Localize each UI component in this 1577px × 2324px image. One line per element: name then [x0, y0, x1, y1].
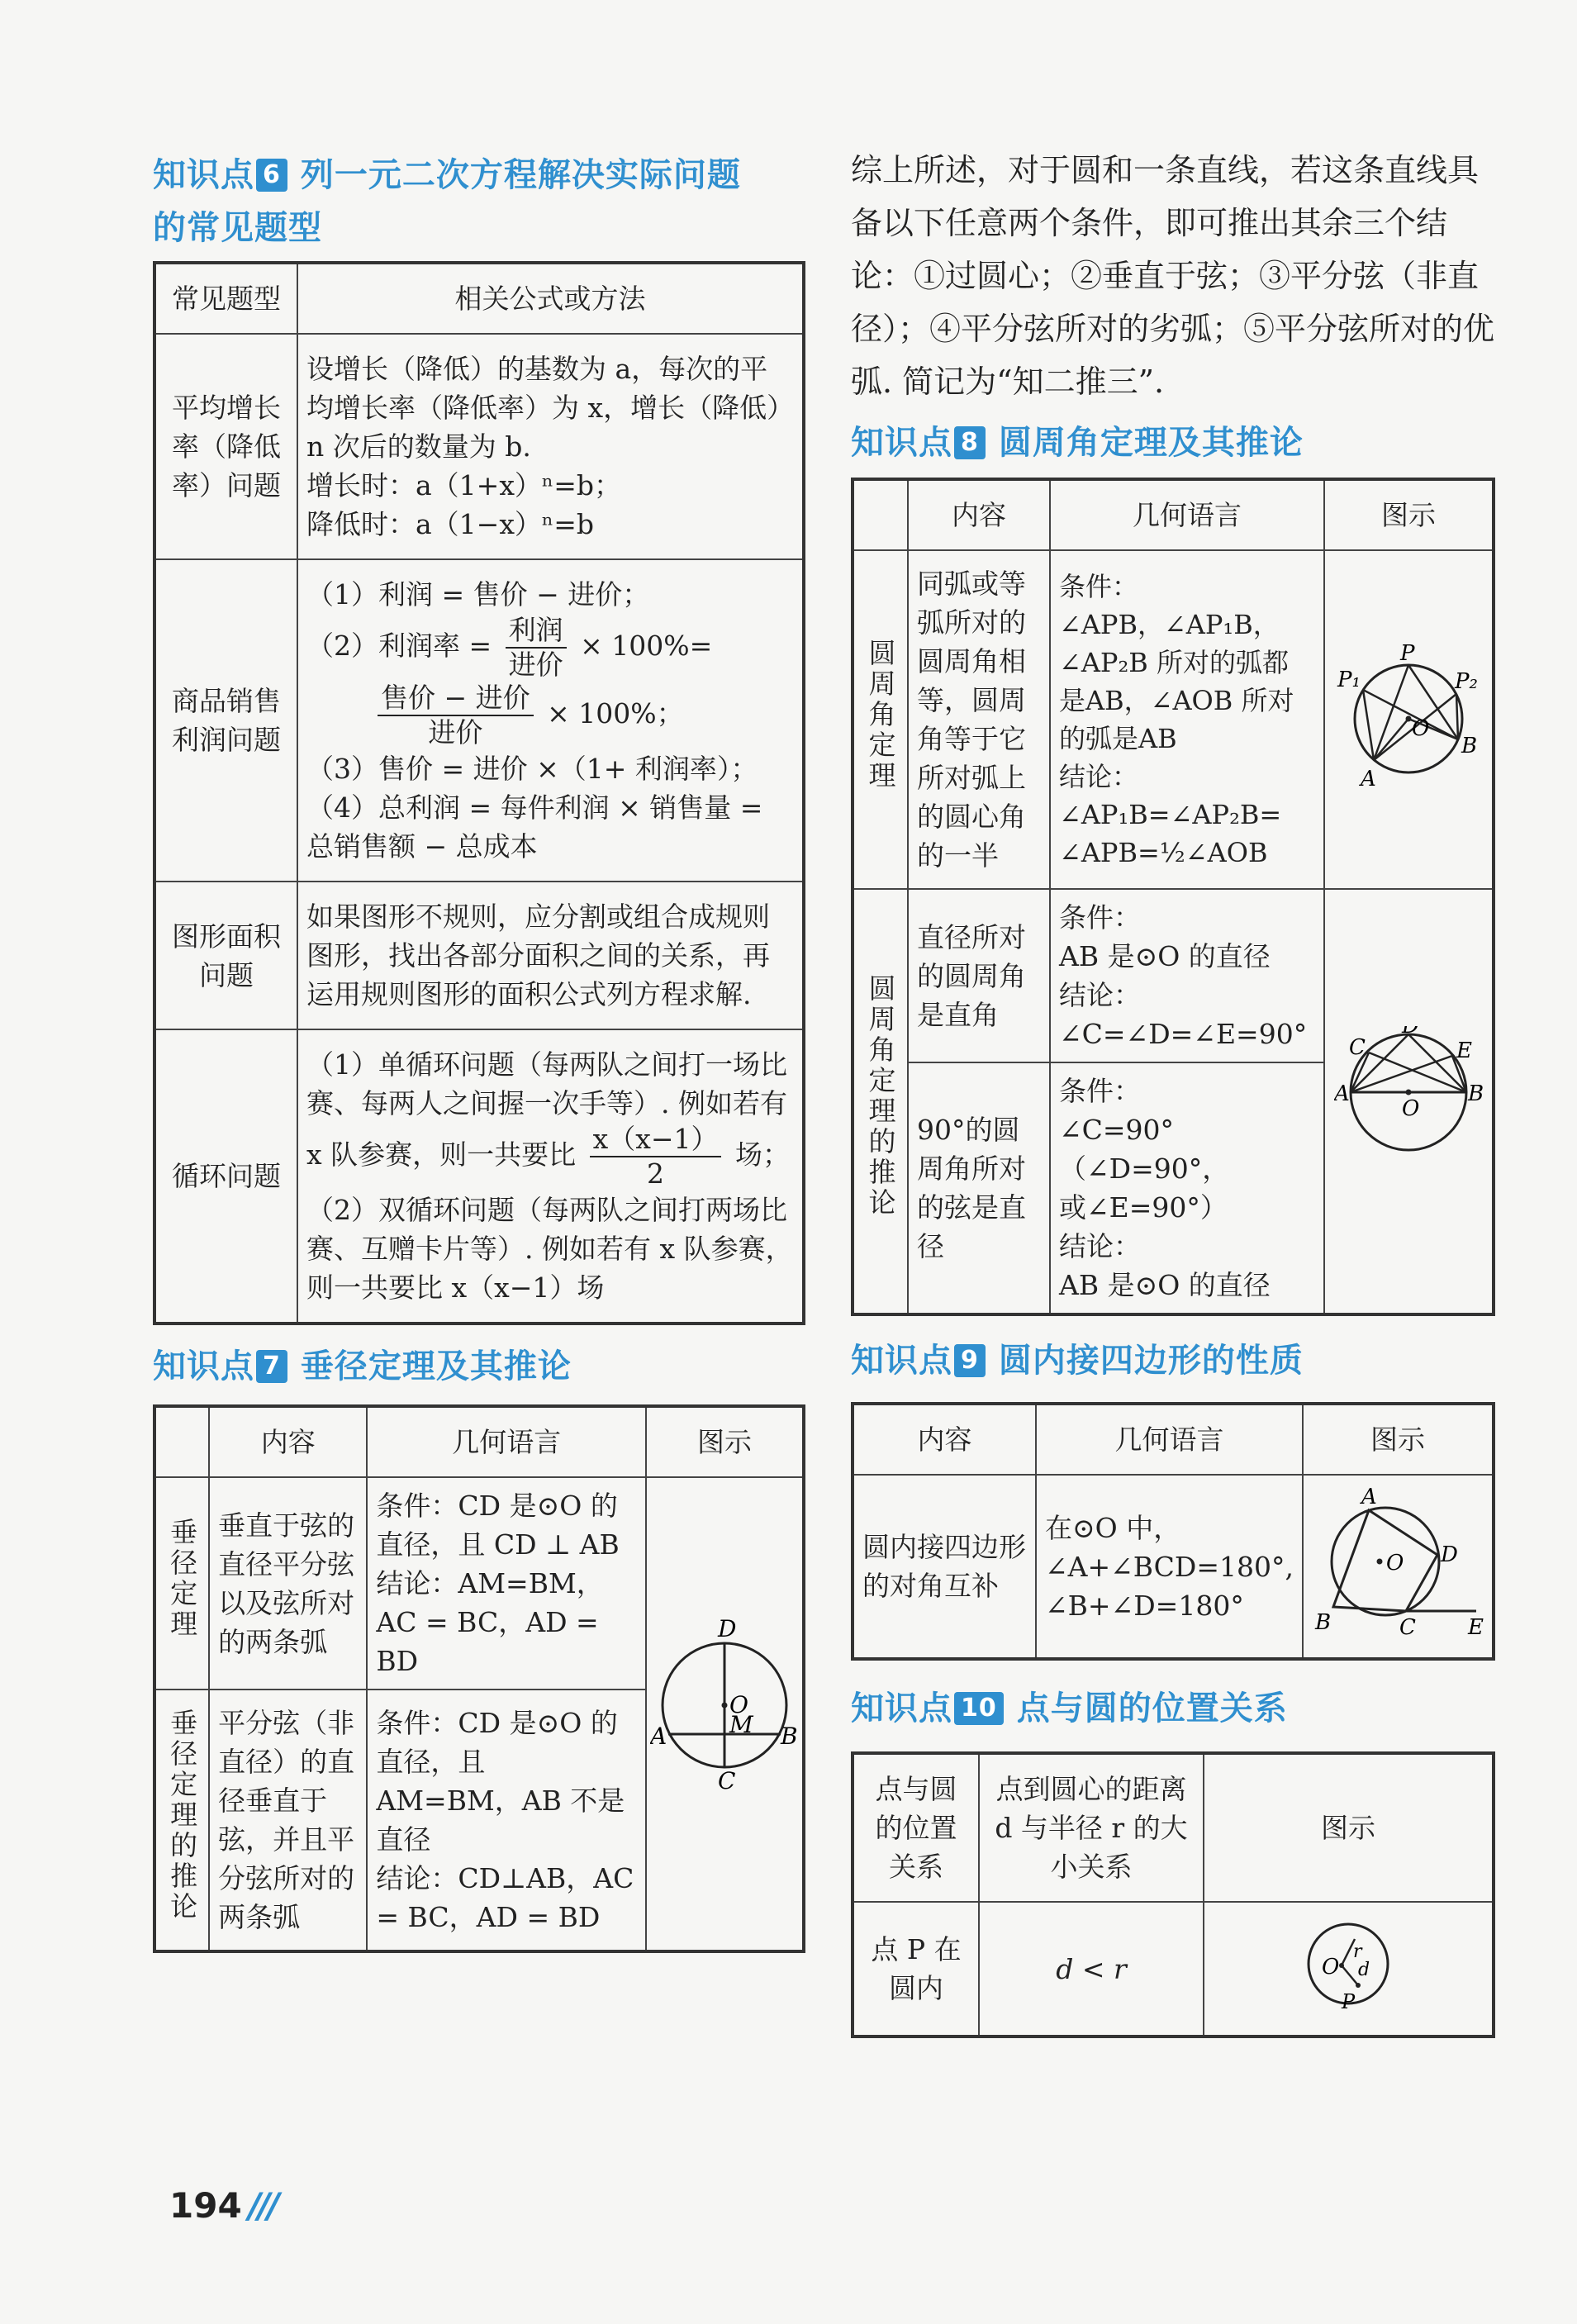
kp7-row2-geo-condition: 条件：CD 是⊙O 的直径，且 AM=BM，AB 不是直径 [376, 1707, 625, 1856]
kp8-row2-content-b: 90°的圆周角所对的弦是直径 [908, 1062, 1050, 1314]
label-o: O [1386, 1551, 1404, 1575]
label-b: B [1315, 1610, 1332, 1635]
page-number-text: 194 [169, 2185, 242, 2226]
label-e: E [1456, 1038, 1472, 1063]
kp6-row-area [154, 882, 804, 1029]
kp7-figure-cell [646, 1477, 804, 1951]
kp6-growth-line1: 设增长（降低）的基数为 a，每次的平均增长率（降低率）为 x，增长（降低）n 次后的数量为 b. [306, 353, 781, 463]
page-number [169, 2185, 277, 2226]
kp6-title-line1: 列一元二次方程解决实际问题 [300, 156, 741, 194]
profit-rate-fraction [506, 614, 567, 682]
loop-para1-text: （1）单循环问题（每两队之间打一场比赛、每两人之间握一次手等）. 例如若有 x 队参赛，则一共要比 [306, 1048, 787, 1171]
label-d: D [718, 1614, 737, 1642]
left-column [153, 149, 805, 1953]
kp7-header-blank [154, 1406, 209, 1477]
cyclic-quadrilateral-figure [1307, 1479, 1489, 1644]
kp8-row1-geo-l3: ∠AP₂B 所对的弧都 [1059, 647, 1289, 678]
kp7-number-badge: 7 [256, 1350, 287, 1383]
label-e: E [1468, 1615, 1484, 1640]
kp6-row-growth-type: 平均增长率（降低率）问题 [154, 334, 297, 559]
kp10-row-inside [853, 1902, 1494, 2036]
label-p: P [1342, 1990, 1356, 2013]
kp6-loop-para2: （2）双循环问题（每两队之间打两场比赛、互赠卡片等）. 例如若有 x 队参赛，则一共要比 x（x−1）场 [306, 1194, 793, 1304]
fraction-denominator: 2 [647, 1157, 665, 1190]
perpendicular-diameter-figure [650, 1602, 799, 1817]
kp9-content: 圆内接四边形的对角互补 [853, 1475, 1036, 1659]
kp8-figure-cell-2 [1324, 889, 1494, 1314]
kp8-heading [851, 416, 1495, 469]
kp8-row2-geo-a-l1: 条件： [1059, 901, 1141, 934]
label-c: C [1399, 1615, 1416, 1640]
kp7-row1-geo-conclusion: 结论：AM=BM，AC = BC，AD = BD [376, 1567, 604, 1677]
profit-rate-suffix-2: × 100%； [547, 697, 684, 730]
kp6-number-badge: 6 [256, 159, 287, 192]
kp6-profit-line3 [306, 682, 794, 749]
kp8-row1-geo-l8: ∠APB=½∠AOB [1059, 837, 1268, 868]
kp8-row2-geo-b [1050, 1062, 1324, 1314]
kp8-row1-name [853, 550, 908, 889]
kp6-growth-line2: 增长时：a（1+x）ⁿ=b； [306, 469, 621, 501]
kp9-figure-cell [1303, 1475, 1494, 1659]
fraction-numerator: 售价 − 进价 [378, 682, 534, 716]
kp7-row2-name [154, 1690, 209, 1951]
kp8-row-theorem [853, 550, 1494, 889]
kp6-growth-line3: 降低时：a（1−x）ⁿ=b [306, 508, 594, 540]
kp8-figure-cell-1 [1324, 550, 1494, 889]
kp6-row-area-method: 如果图形不规则，应分割或组合成规则图形，找出各部分面积之间的关系，再运用规则图形的面积公式列方程求解. [297, 882, 804, 1029]
kp7-header-figure: 图示 [646, 1406, 804, 1477]
kp7-title: 垂径定理及其推论 [300, 1347, 572, 1385]
kp10-title: 点与圆的位置关系 [1016, 1690, 1288, 1728]
kp7-header-geo: 几何语言 [367, 1406, 646, 1477]
label-p: P [1400, 641, 1415, 666]
kp8-row1-geo-l1: 条件： [1059, 571, 1139, 602]
center-dot [1406, 1090, 1412, 1095]
kp7-row2-name-text: 垂径定理的推论 [166, 1708, 199, 1922]
kp9-header-figure: 图示 [1303, 1404, 1494, 1475]
label-d: D [1402, 1026, 1419, 1038]
kp8-row2-geo-b-l1: 条件： [1059, 1075, 1141, 1107]
loop-fraction [590, 1123, 722, 1191]
kp9-heading [851, 1334, 1495, 1387]
kp7-heading [153, 1340, 805, 1393]
kp8-row2-content-a: 直径所对的圆周角是直角 [908, 889, 1050, 1062]
label-o: O [1322, 1955, 1340, 1979]
kp6-row-loop-type: 循环问题 [154, 1029, 297, 1324]
kp6-header-method: 相关公式或方法 [297, 263, 804, 334]
kp9-row [853, 1475, 1494, 1659]
circle-o [1332, 1508, 1439, 1615]
kp8-row2-geo-a-l4: ∠C=∠D=∠E=90° [1059, 1018, 1308, 1050]
kp8-row2-geo-a [1050, 889, 1324, 1062]
kp10-header-position: 点与圆的位置关系 [853, 1753, 979, 1902]
kp6-row-loop-method [297, 1029, 804, 1324]
kp6-profit-line2 [306, 614, 794, 682]
center-dot [722, 1702, 728, 1708]
kp6-row-profit [154, 559, 804, 882]
kp7-row2-geo [367, 1690, 646, 1951]
kp8-row1-content: 同弧或等弧所对的圆周角相等，圆周角等于它所对弧上的圆心角的一半 [908, 550, 1050, 889]
kp8-header-geo: 几何语言 [1050, 479, 1324, 550]
kp7-row-theorem [154, 1477, 804, 1690]
label-c: C [1349, 1035, 1366, 1060]
kp10-header-figure: 图示 [1204, 1753, 1494, 1902]
loop-para1-suffix: 场； [734, 1138, 790, 1171]
kp8-row2-name-text: 圆周角定理的推论 [864, 974, 897, 1219]
kp9-table [851, 1402, 1495, 1661]
kp6-profit-line5: （4）总利润 = 每件利润 × 销售量 = 总销售额 − 总成本 [306, 791, 763, 863]
kp9-geo-l1: 在⊙O 中， [1045, 1511, 1181, 1544]
kp6-profit-line4: （3）售价 = 进价 ×（1+ 利润率）； [306, 753, 758, 785]
kp6-header-type: 常见题型 [154, 263, 297, 334]
kp8-number-badge: 8 [954, 426, 986, 459]
kp9-header-content: 内容 [853, 1404, 1036, 1475]
kp7-row1-name-text: 垂径定理 [166, 1517, 199, 1640]
center-dot [1377, 1559, 1383, 1565]
page-number-decoration-icon: /// [248, 2185, 277, 2226]
distance-d [1342, 1965, 1358, 1985]
kp6-row-profit-type: 商品销售利润问题 [154, 559, 297, 882]
summary-paragraph: 综上所述，对于圆和一条直线，若这条直线具备以下任意两个条件，即可推出其余三个结论：①过圆心；②垂直于弦；③平分弦（非直径）；④平分弦所对的劣弧；⑤平分弦所对的优弧. 简记为“知二推三”. [851, 152, 1495, 400]
kp10-table [851, 1751, 1495, 2038]
kp8-row2-geo-b-l5: AB 是⊙O 的直径 [1059, 1269, 1271, 1301]
kp6-title-line2: 的常见题型 [153, 209, 322, 247]
kp10-label: 知识点 [851, 1690, 952, 1728]
kp8-header-content: 内容 [908, 479, 1050, 550]
kp8-row2-geo-b-l3: 或∠E=90°） [1059, 1191, 1228, 1224]
kp7-header-content: 内容 [209, 1406, 367, 1477]
kp9-header-geo: 几何语言 [1036, 1404, 1303, 1475]
kp10-header-relation: 点到圆心的距离 d 与半径 r 的大小关系 [979, 1753, 1204, 1902]
diameter-right-angle-figure [1334, 1026, 1483, 1167]
right-column [851, 149, 1495, 2038]
kp6-loop-para1 [306, 1045, 794, 1191]
kp6-row-profit-method [297, 559, 804, 882]
label-a: A [650, 1722, 667, 1750]
label-d: d [1358, 1960, 1370, 1980]
point-inside-circle-figure [1282, 1906, 1414, 2022]
label-b: B [1468, 1081, 1483, 1106]
label-r: r [1353, 1941, 1362, 1962]
kp6-row-growth-method [297, 334, 804, 559]
label-a: A [1361, 1485, 1377, 1509]
kp7-row2-geo-conclusion: 结论：CD⊥AB，AC = BC，AD = BD [376, 1862, 634, 1933]
kp10-figure-cell [1204, 1902, 1494, 2036]
radius-oa [1374, 719, 1408, 760]
kp9-geo-l3: ∠B+∠D=180° [1045, 1589, 1244, 1622]
kp9-geo [1036, 1475, 1303, 1659]
kp6-heading [153, 149, 805, 254]
label-a: A [1334, 1081, 1350, 1106]
kp7-label: 知识点 [153, 1347, 254, 1385]
fraction-denominator: 进价 [428, 716, 483, 749]
kp8-label: 知识点 [851, 424, 952, 462]
kp9-geo-l2: ∠A+∠BCD=180°, [1045, 1550, 1294, 1583]
kp10-heading [851, 1682, 1495, 1735]
label-p2: P₂ [1455, 669, 1478, 694]
center-dot [1339, 1963, 1344, 1968]
kp6-table [153, 261, 805, 1325]
profit-rate-suffix: × 100%= [580, 630, 713, 662]
kp8-table [851, 478, 1495, 1316]
label-p1: P₁ [1337, 668, 1361, 692]
kp8-row2-geo-b-l2: ∠C=90°（∠D=90°， [1059, 1114, 1230, 1185]
label-o: O [1412, 716, 1430, 741]
kp8-row-corollary-a [853, 889, 1494, 1062]
center-dot [1406, 716, 1412, 722]
kp8-row1-geo-l7: ∠AP₁B=∠AP₂B= [1059, 799, 1282, 830]
fraction-denominator: 进价 [508, 649, 563, 681]
kp7-row1-geo-condition: 条件：CD 是⊙O 的直径，且 CD ⊥ AB [376, 1490, 620, 1561]
kp6-row-growth [154, 334, 804, 559]
kp8-row1-name-text: 圆周角定理 [864, 638, 897, 791]
kp8-row1-geo-l6: 结论： [1059, 761, 1139, 792]
quadrilateral-abcd [1333, 1510, 1437, 1611]
kp7-table [153, 1404, 805, 1953]
kp8-row1-geo [1050, 550, 1324, 889]
label-b: B [781, 1722, 798, 1750]
fraction-numerator: 利润 [506, 614, 567, 649]
profit-rate-fraction-2 [378, 682, 534, 749]
fraction-numerator: x（x−1） [590, 1123, 722, 1157]
kp8-row2-name [853, 889, 908, 1314]
kp10-number-badge: 10 [954, 1692, 1004, 1725]
label-m: M [729, 1710, 753, 1738]
kp9-title: 圆内接四边形的性质 [998, 1342, 1304, 1380]
kp8-header-blank [853, 479, 908, 550]
kp8-row2-geo-a-l3: 结论： [1059, 979, 1141, 1011]
kp8-header-figure: 图示 [1324, 479, 1494, 550]
label-b: B [1461, 734, 1478, 758]
kp9-label: 知识点 [851, 1342, 952, 1380]
label-o: O [729, 1690, 748, 1718]
label-d: D [1441, 1542, 1458, 1567]
upper-arc [1351, 1034, 1466, 1092]
kp10-position: 点 P 在圆内 [853, 1902, 979, 2036]
kp7-row1-geo [367, 1477, 646, 1690]
label-o: O [1402, 1096, 1420, 1121]
kp8-row2-geo-b-l4: 结论： [1059, 1230, 1141, 1262]
kp7-row1-content: 垂直于弦的直径平分弦以及弦所对的两条弧 [209, 1477, 367, 1690]
kp8-title: 圆周角定理及其推论 [998, 424, 1304, 462]
point-p-dot [1356, 1983, 1361, 1988]
kp6-profit-line1: （1）利润 = 售价 − 进价； [306, 578, 650, 611]
kp8-row2-geo-a-l2: AB 是⊙O 的直径 [1059, 940, 1271, 972]
kp7-row1-name [154, 1477, 209, 1690]
kp9-number-badge: 9 [954, 1344, 986, 1377]
kp6-row-loop [154, 1029, 804, 1324]
profit-rate-label: （2）利润率 = [306, 630, 492, 662]
kp8-row1-geo-l5: 的弧是AB [1059, 723, 1177, 754]
kp8-row1-geo-l2: ∠APB，∠AP₁B， [1059, 609, 1280, 640]
kp8-row1-geo-l4: 是AB，∠AOB 所对 [1059, 685, 1294, 716]
inscribed-angle-figure [1334, 632, 1483, 797]
kp6-label: 知识点 [153, 156, 254, 194]
kp10-relation: d < r [979, 1902, 1204, 2036]
label-c: C [718, 1766, 736, 1794]
label-a: A [1361, 767, 1376, 791]
kp6-row-area-type: 图形面积问题 [154, 882, 297, 1029]
kp7-row2-content: 平分弦（非直径）的直径垂直于弦，并且平分弦所对的两条弧 [209, 1690, 367, 1951]
